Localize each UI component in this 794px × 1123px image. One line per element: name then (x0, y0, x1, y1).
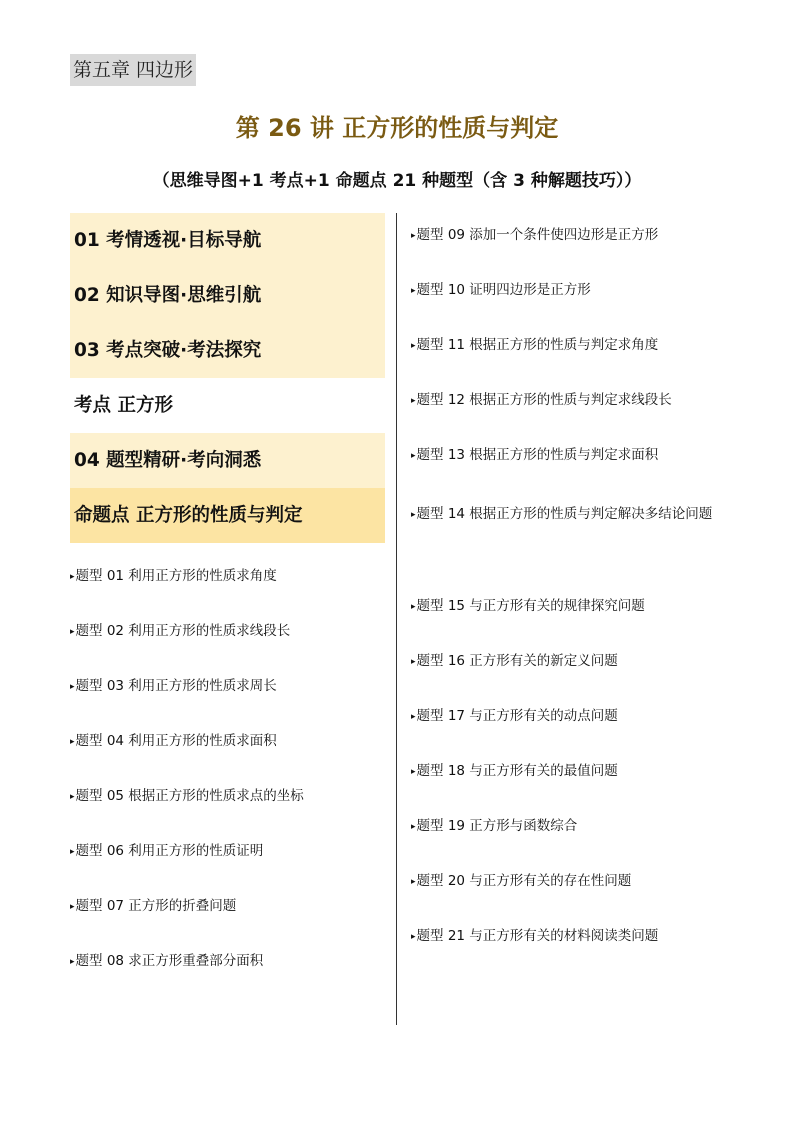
triangle-bullet-icon: ▸ (70, 737, 75, 747)
list-item[interactable]: ▸题型 18 与正方形有关的最值问题 (411, 763, 618, 779)
list-item[interactable]: ▸题型 08 求正方形重叠部分面积 (70, 953, 264, 969)
triangle-bullet-icon: ▸ (411, 657, 416, 667)
list-item[interactable]: ▸题型 20 与正方形有关的存在性问题 (411, 873, 632, 889)
list-item[interactable]: ▸题型 05 根据正方形的性质求点的坐标 (70, 788, 304, 804)
triangle-bullet-icon: ▸ (70, 682, 75, 692)
triangle-bullet-icon: ▸ (411, 767, 416, 777)
list-item[interactable]: ▸题型 13 根据正方形的性质与判定求面积 (411, 447, 659, 463)
triangle-bullet-icon: ▸ (70, 627, 75, 637)
list-item[interactable]: ▸题型 16 正方形有关的新定义问题 (411, 653, 618, 669)
list-item[interactable]: ▸题型 12 根据正方形的性质与判定求线段长 (411, 392, 672, 408)
triangle-bullet-icon: ▸ (70, 902, 75, 912)
right-column (411, 208, 741, 964)
mingti-point[interactable]: 命题点 正方形的性质与判定 (70, 488, 385, 543)
list-item[interactable]: ▸题型 03 利用正方形的性质求周长 (70, 678, 277, 694)
triangle-bullet-icon: ▸ (411, 231, 416, 241)
section-zhishi[interactable]: 02 知识导图·思维引航 (70, 268, 385, 323)
triangle-bullet-icon: ▸ (411, 341, 416, 351)
kaodian-square[interactable]: 考点 正方形 (74, 395, 173, 416)
list-item[interactable]: ▸题型 01 利用正方形的性质求角度 (70, 568, 277, 584)
triangle-bullet-icon: ▸ (411, 286, 416, 296)
list-item[interactable]: ▸题型 17 与正方形有关的动点问题 (411, 708, 618, 724)
list-item[interactable]: ▸题型 15 与正方形有关的规律探究问题 (411, 598, 645, 614)
triangle-bullet-icon: ▸ (70, 847, 75, 857)
triangle-bullet-icon: ▸ (411, 602, 416, 612)
chapter-label: 第五章 四边形 (70, 54, 196, 86)
triangle-bullet-icon: ▸ (411, 712, 416, 722)
triangle-bullet-icon: ▸ (411, 822, 416, 832)
page-title: 第 26 讲 正方形的性质与判定 (235, 114, 559, 142)
list-item[interactable]: ▸题型 10 证明四边形是正方形 (411, 282, 591, 298)
triangle-bullet-icon: ▸ (70, 572, 75, 582)
left-item-list (70, 549, 385, 989)
triangle-bullet-icon: ▸ (70, 792, 75, 802)
list-item[interactable]: ▸题型 19 正方形与函数综合 (411, 818, 578, 834)
triangle-bullet-icon: ▸ (411, 451, 416, 461)
triangle-bullet-icon: ▸ (411, 877, 416, 887)
section-kaoqing[interactable]: 01 考情透视·目标导航 (70, 213, 385, 268)
left-column (70, 213, 385, 989)
list-item[interactable]: ▸题型 07 正方形的折叠问题 (70, 898, 237, 914)
triangle-bullet-icon: ▸ (411, 932, 416, 942)
list-item[interactable]: ▸题型 14 根据正方形的性质与判定解决多结论问题 (411, 506, 713, 522)
list-item[interactable]: ▸题型 02 利用正方形的性质求线段长 (70, 623, 291, 639)
triangle-bullet-icon: ▸ (411, 510, 416, 520)
list-item[interactable]: ▸题型 09 添加一个条件使四边形是正方形 (411, 227, 659, 243)
triangle-bullet-icon: ▸ (70, 957, 75, 967)
triangle-bullet-icon: ▸ (411, 396, 416, 406)
list-item[interactable]: ▸题型 11 根据正方形的性质与判定求角度 (411, 337, 659, 353)
section-tixing[interactable]: 04 题型精研·考向洞悉 (70, 433, 385, 488)
list-item[interactable]: ▸题型 21 与正方形有关的材料阅读类问题 (411, 928, 659, 944)
list-item[interactable]: ▸题型 06 利用正方形的性质证明 (70, 843, 264, 859)
section-kaodian-tupo[interactable]: 03 考点突破·考法探究 (70, 323, 385, 378)
column-divider (396, 213, 397, 1025)
list-item[interactable]: ▸题型 04 利用正方形的性质求面积 (70, 733, 277, 749)
page-subtitle: （思维导图+1 考点+1 命题点 21 种题型（含 3 种解题技巧）） (152, 171, 642, 191)
